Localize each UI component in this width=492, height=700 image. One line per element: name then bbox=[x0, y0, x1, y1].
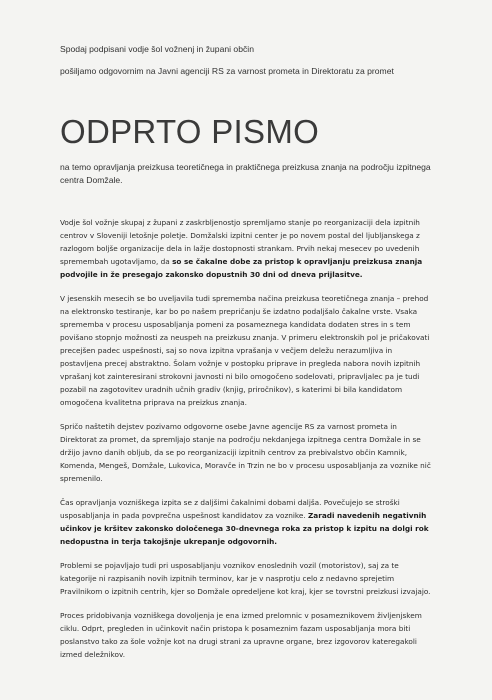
paragraph-2 bbox=[60, 292, 436, 409]
letter-subtitle: na temo opravljanja preizkusa teoretičnega in praktičnega preizkusa znanja na področju izpitnega centra Domžale. bbox=[60, 162, 431, 185]
paragraph-4-text: Čas opravljanja vozniškega izpita se z daljšimi čakalnimi dobami daljša. Povečujejo se stroški usposabljanja in pada povprečna uspešnost kandidatov za voznike. bbox=[60, 498, 400, 520]
paragraph-6 bbox=[60, 609, 436, 661]
letter-title: ODPRTO PISMO bbox=[60, 113, 320, 150]
paragraph-5 bbox=[60, 559, 436, 598]
intro-line-recipients: pošiljamo odgovornim na Javni agenciji RS za varnost prometa in Direktoratu za promet bbox=[60, 66, 394, 76]
paragraph-3-text: Spričo naštetih dejstev pozivamo odgovorne osebe Javne agencije RS za varnost prometa in Direktorat za promet, da spremljajo stanje na področju nekdanjega izpitnega centra Domžale in se držijo javno danih obljub, da se po reorganizaciji izpitnih centrov za prebivalstvo občin Kamnik, Komenda, Mengeš, Domžale, Lukovica, Moravče in Trzin ne bo v procesu usposabljanja za voznike nič spremenilo. bbox=[60, 422, 431, 483]
paragraph-4 bbox=[60, 496, 436, 548]
paragraph-3 bbox=[60, 420, 436, 485]
paragraph-4-bold: Zaradi navedenih negativnih učinkov je kršitev zakonsko določenega 30-dnevnega roka za pristop k izpitu na dolgi rok nedopustna in terja takojšnje ukrepanje odgovornih. bbox=[60, 511, 429, 546]
paragraph-1 bbox=[60, 216, 436, 281]
intro-line-senders: Spodaj podpisani vodje šol vožnenj in župani občin bbox=[60, 44, 254, 54]
paragraph-2-text: V jesenskih mesecih se bo uveljavila tudi sprememba načina preizkusa teoretičnega znanja – prehod na elektronsko testiranje, kar bo po našem prepričanju še izdatno podaljšalo čakalne vrste. Vsaka sprememba v procesu usposabljanja pomeni za posameznega kandidata dodaten stres in s tem povišano stopnjo možnosti za neuspeh na preizkusu znanja. V primeru elektronskih pol je pričakovati precejšen padec uspešnosti, saj so nova izpitna vprašanja v večjem deležu nerazumljiva in postavljena precej abstraktno. Šolam vožnje v postopku priprave in pregleda nabora novih izpitnih vprašanj kot zainteresirani strokovni javnosti ni bilo omogočeno sodelovati, pripravljalec pa je tudi pozabil na zagotovitev uradnih učnih gradiv (knjig, priročnikov), s katerimi bi bila kandidatom omogočena kvalitetna priprava na preizkus znanja. bbox=[60, 294, 430, 407]
paragraph-1-text: Vodje šol vožnje skupaj z župani z zaskrbljenostjo spremljamo stanje po reorganizaciji dela izpitnih centrov v Sloveniji letošnje poletje. Domžalski izpitni center je po novem postal del ljubljanskega z razlogom boljše organizacije dela in lažje dostopnosti strankam. Prvih nekaj mesecev po uvedenih spremembah ugotavljamo, da bbox=[60, 218, 420, 266]
paragraph-1-bold: so se čakalne dobe za pristop k opravljanju preizkusa znanja podvojile in že presegajo zakonsko dopustnih 30 dni od dneva prijlasitve. bbox=[60, 257, 423, 279]
paragraph-5-text: Problemi se pojavljajo tudi pri usposabljanju voznikov enoslednih vozil (motoristov), saj za te kategorije ni razpisanih novih izpitnih terminov, kar je v nasprotju celo z nedavno sprejetim Pravilnikom o izpitnih centrih, kjer so Domžale opredeljene kot kraj, kjer se tovrstni preizkusi izvajajo. bbox=[60, 561, 431, 596]
paragraph-6-text: Proces pridobivanja vozniškega dovoljenja je ena izmed prelomnic v posameznikovem življenjskem ciklu. Odprt, pregleden in učinkovit način pristopa k posameznim fazam usposabljanja mora biti poslanstvo tako za šole vožnje kot na drugi strani za upravne organe, brez izgovorov kateregakoli izmed deležnikov. bbox=[60, 611, 422, 659]
